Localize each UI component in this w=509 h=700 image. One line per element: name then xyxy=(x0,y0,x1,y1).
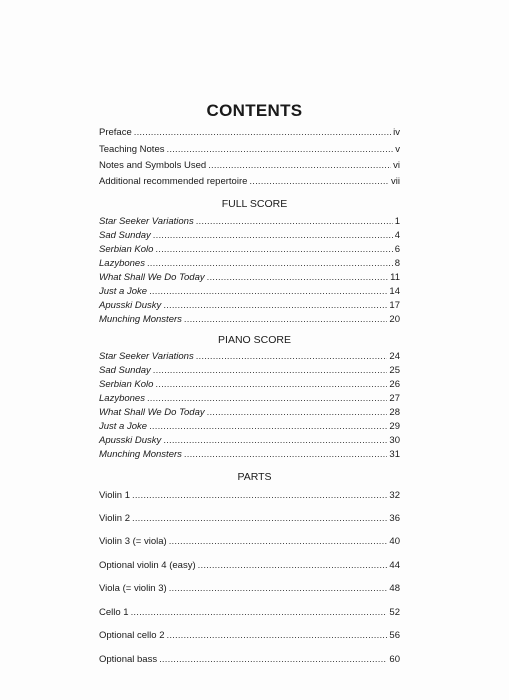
toc-entry xyxy=(99,143,400,157)
leader-dots xyxy=(153,229,393,243)
toc-entry xyxy=(99,629,400,643)
leader-dots xyxy=(131,606,388,620)
section-heading-piano-score: PIANO SCORE xyxy=(218,334,291,346)
entry-label: Lazybones xyxy=(99,258,145,269)
entry-page: 30 xyxy=(389,435,400,446)
toc-entry xyxy=(99,512,400,526)
entry-page: 44 xyxy=(389,560,400,571)
leader-dots xyxy=(198,559,388,573)
entry-page: 29 xyxy=(389,421,400,432)
leader-dots xyxy=(149,285,387,299)
entry-page: 4 xyxy=(394,230,400,241)
entry-page: 60 xyxy=(389,654,400,665)
entry-label: Notes and Symbols Used xyxy=(99,160,207,171)
toc-entry xyxy=(99,364,400,378)
entry-label: Preface xyxy=(99,127,132,138)
toc-entry xyxy=(99,257,400,271)
toc-entry xyxy=(99,313,400,327)
entry-page: 6 xyxy=(394,244,400,255)
section-heading-full-score: FULL SCORE xyxy=(221,198,288,210)
leader-dots xyxy=(163,299,387,313)
toc-entry xyxy=(99,271,400,285)
entry-label: What Shall We Do Today xyxy=(99,272,205,283)
entry-page: 14 xyxy=(389,286,400,297)
entry-page: 40 xyxy=(389,536,400,547)
toc-entry xyxy=(99,535,400,549)
entry-page: 28 xyxy=(389,407,400,418)
toc-entry xyxy=(99,448,400,462)
leader-dots xyxy=(155,378,387,392)
leader-dots xyxy=(169,582,388,596)
leader-dots xyxy=(207,406,388,420)
toc-entry xyxy=(99,126,400,140)
entry-label: Munching Monsters xyxy=(99,449,182,460)
entry-page: 32 xyxy=(389,490,400,501)
entry-label: Violin 2 xyxy=(99,513,130,524)
page-title: CONTENTS xyxy=(206,101,303,120)
toc-entry xyxy=(99,653,400,667)
leader-dots xyxy=(147,257,393,271)
toc-entry xyxy=(99,299,400,313)
leader-dots xyxy=(132,489,387,503)
toc-entry xyxy=(99,420,400,434)
entry-label: Munching Monsters xyxy=(99,314,182,325)
entry-label: Cello 1 xyxy=(99,607,129,618)
entry-label: Optional cello 2 xyxy=(99,630,165,641)
entry-label: Lazybones xyxy=(99,393,145,404)
toc-entry xyxy=(99,378,400,392)
entry-label: Sad Sunday xyxy=(99,230,151,241)
entry-label: Apusski Dusky xyxy=(99,300,162,311)
leader-dots xyxy=(149,420,387,434)
entry-label: Sad Sunday xyxy=(99,365,151,376)
toc-entry xyxy=(99,175,400,189)
entry-page: 17 xyxy=(389,300,400,311)
entry-label: Serbian Kolo xyxy=(99,379,154,390)
entry-label: What Shall We Do Today xyxy=(99,407,205,418)
entry-label: Star Seeker Variations xyxy=(99,216,194,227)
leader-dots xyxy=(159,653,387,667)
leader-dots xyxy=(166,143,393,157)
toc-entry xyxy=(99,392,400,406)
leader-dots xyxy=(249,175,389,189)
entry-label: Optional violin 4 (easy) xyxy=(99,560,196,571)
toc-entry xyxy=(99,406,400,420)
entry-page: vii xyxy=(391,176,400,187)
entry-page: 26 xyxy=(389,379,400,390)
toc-entry xyxy=(99,350,400,364)
entry-label: Violin 1 xyxy=(99,490,130,501)
leader-dots xyxy=(196,215,393,229)
leader-dots xyxy=(166,629,387,643)
entry-page: 27 xyxy=(389,393,400,404)
entry-page: 31 xyxy=(389,449,400,460)
leader-dots xyxy=(155,243,392,257)
toc-entry xyxy=(99,434,400,448)
toc-entry xyxy=(99,285,400,299)
entry-page: iv xyxy=(393,127,400,138)
toc-entry xyxy=(99,582,400,596)
entry-page: 20 xyxy=(389,314,400,325)
leader-dots xyxy=(196,350,388,364)
entry-label: Viola (= violin 3) xyxy=(99,583,167,594)
leader-dots xyxy=(184,448,388,462)
entry-page: 25 xyxy=(389,365,400,376)
entry-page: 8 xyxy=(394,258,400,269)
entry-page: vi xyxy=(393,160,400,171)
leader-dots xyxy=(134,126,391,140)
entry-page: 52 xyxy=(389,607,400,618)
entry-label: Violin 3 (= viola) xyxy=(99,536,167,547)
toc-entry xyxy=(99,243,400,257)
entry-label: Just a Joke xyxy=(99,421,148,432)
toc-entry xyxy=(99,606,400,620)
toc-entry xyxy=(99,229,400,243)
entry-label: Additional recommended repertoire xyxy=(99,176,248,187)
entry-page: 36 xyxy=(389,513,400,524)
entry-label: Serbian Kolo xyxy=(99,244,154,255)
entry-label: Optional bass xyxy=(99,654,158,665)
entry-label: Star Seeker Variations xyxy=(99,351,194,362)
toc-entry xyxy=(99,489,400,503)
entry-label: Teaching Notes xyxy=(99,144,165,155)
entry-page: 56 xyxy=(389,630,400,641)
entry-label: Just a Joke xyxy=(99,286,148,297)
toc-entry xyxy=(99,559,400,573)
entry-label: Apusski Dusky xyxy=(99,435,162,446)
entry-page: 11 xyxy=(390,272,400,283)
section-heading-parts: PARTS xyxy=(237,471,272,483)
leader-dots xyxy=(163,434,387,448)
leader-dots xyxy=(153,364,388,378)
entry-page: v xyxy=(395,144,400,155)
leader-dots xyxy=(169,535,388,549)
leader-dots xyxy=(207,271,389,285)
leader-dots xyxy=(147,392,387,406)
leader-dots xyxy=(184,313,388,327)
toc-entry xyxy=(99,215,400,229)
toc-entry xyxy=(99,159,400,173)
leader-dots xyxy=(132,512,387,526)
entry-page: 1 xyxy=(394,216,400,227)
entry-page: 24 xyxy=(389,351,400,362)
leader-dots xyxy=(208,159,391,173)
entry-page: 48 xyxy=(389,583,400,594)
